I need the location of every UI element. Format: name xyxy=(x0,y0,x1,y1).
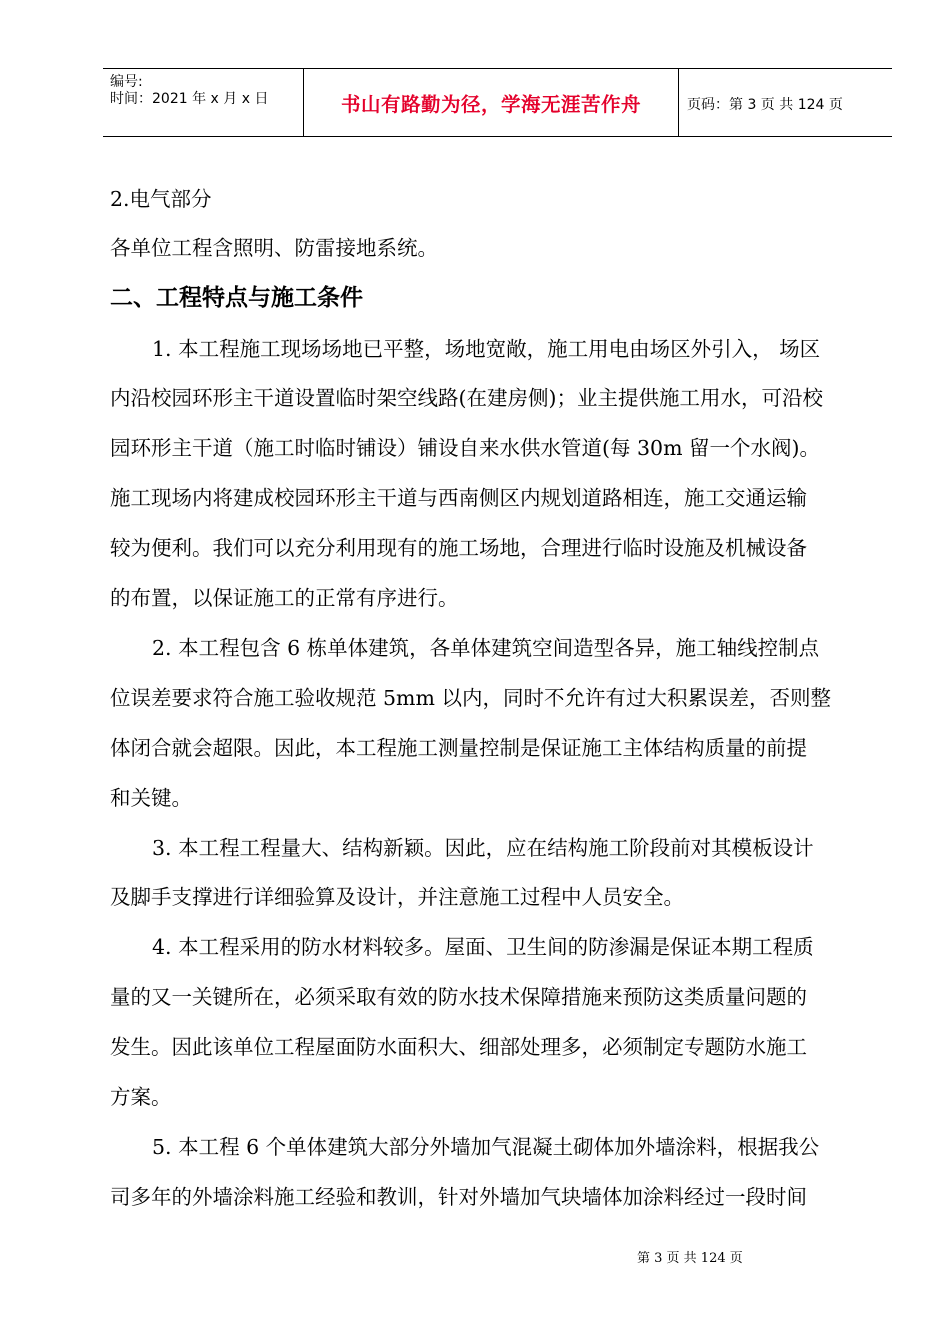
header-divider xyxy=(678,69,679,136)
text-line: 1. 本工程施工现场场地已平整，场地宽敞，施工用电由场区外引入， 场区 xyxy=(152,337,821,361)
text-line: 内沿校园环形主干道设置临时架空线路(在建房侧)；业主提供施工用水，可沿校 xyxy=(110,386,823,410)
text-line: 施工现场内将建成校园环形主干道与西南侧区内规划道路相连，施工交通运输 xyxy=(110,486,807,510)
time-label: 时间：2021 年 x 月 x 日 xyxy=(110,91,269,107)
text-line: 3. 本工程工程量大、结构新颖。因此，应在结构施工阶段前对其模板设计 xyxy=(152,836,814,860)
text-line: 2. 本工程包含 6 栋单体建筑，各单体建筑空间造型各异，施工轴线控制点 xyxy=(152,636,820,660)
text-line: 位误差要求符合施工验收规范 5mm 以内，同时不允许有过大积累误差，否则整 xyxy=(110,686,831,710)
text-line: 4. 本工程采用的防水材料较多。屋面、卫生间的防渗漏是保证本期工程质 xyxy=(152,935,814,959)
text-line: 司多年的外墙涂料施工经验和教训，针对外墙加气块墙体加涂料经过一段时间 xyxy=(110,1185,807,1209)
section-heading: 二、工程特点与施工条件 xyxy=(110,285,363,311)
text-line: 各单位工程含照明、防雷接地系统。 xyxy=(110,236,438,260)
text-line: 及脚手支撑进行详细验算及设计，并注意施工过程中人员安全。 xyxy=(110,885,684,909)
page-header xyxy=(103,68,892,137)
text-line: 5. 本工程 6 个单体建筑大部分外墙加气混凝土砌体加外墙涂料，根据我公 xyxy=(152,1135,820,1159)
text-line: 的布置，以保证施工的正常有序进行。 xyxy=(110,586,459,610)
header-meta xyxy=(103,69,303,136)
text-line: 发生。因此该单位工程屋面防水面积大、细部处理多，必须制定专题防水施工 xyxy=(110,1035,807,1059)
text-line: 2.电气部分 xyxy=(110,187,212,211)
text-line: 方案。 xyxy=(110,1085,172,1109)
text-line: 量的又一关键所在，必须采取有效的防水技术保障措施来预防这类质量问题的 xyxy=(110,985,807,1009)
text-line: 园环形主干道（施工时临时铺设）铺设自来水供水管道(每 30m 留一个水阀)。 xyxy=(110,436,821,460)
page-footer: 第 3 页 共 124 页 xyxy=(637,1251,743,1266)
number-label: 编号: xyxy=(110,74,143,90)
text-line: 较为便利。我们可以充分利用现有的施工场地，合理进行临时设施及机械设备 xyxy=(110,536,807,560)
header-motto: 书山有路勤为径，学海无涯苦作舟 xyxy=(340,92,641,116)
text-line: 和关键。 xyxy=(110,786,192,810)
page-code: 页码：第 3 页 共 124 页 xyxy=(687,97,843,113)
text-line: 体闭合就会超限。因此，本工程施工测量控制是保证施工主体结构质量的前提 xyxy=(110,736,807,760)
